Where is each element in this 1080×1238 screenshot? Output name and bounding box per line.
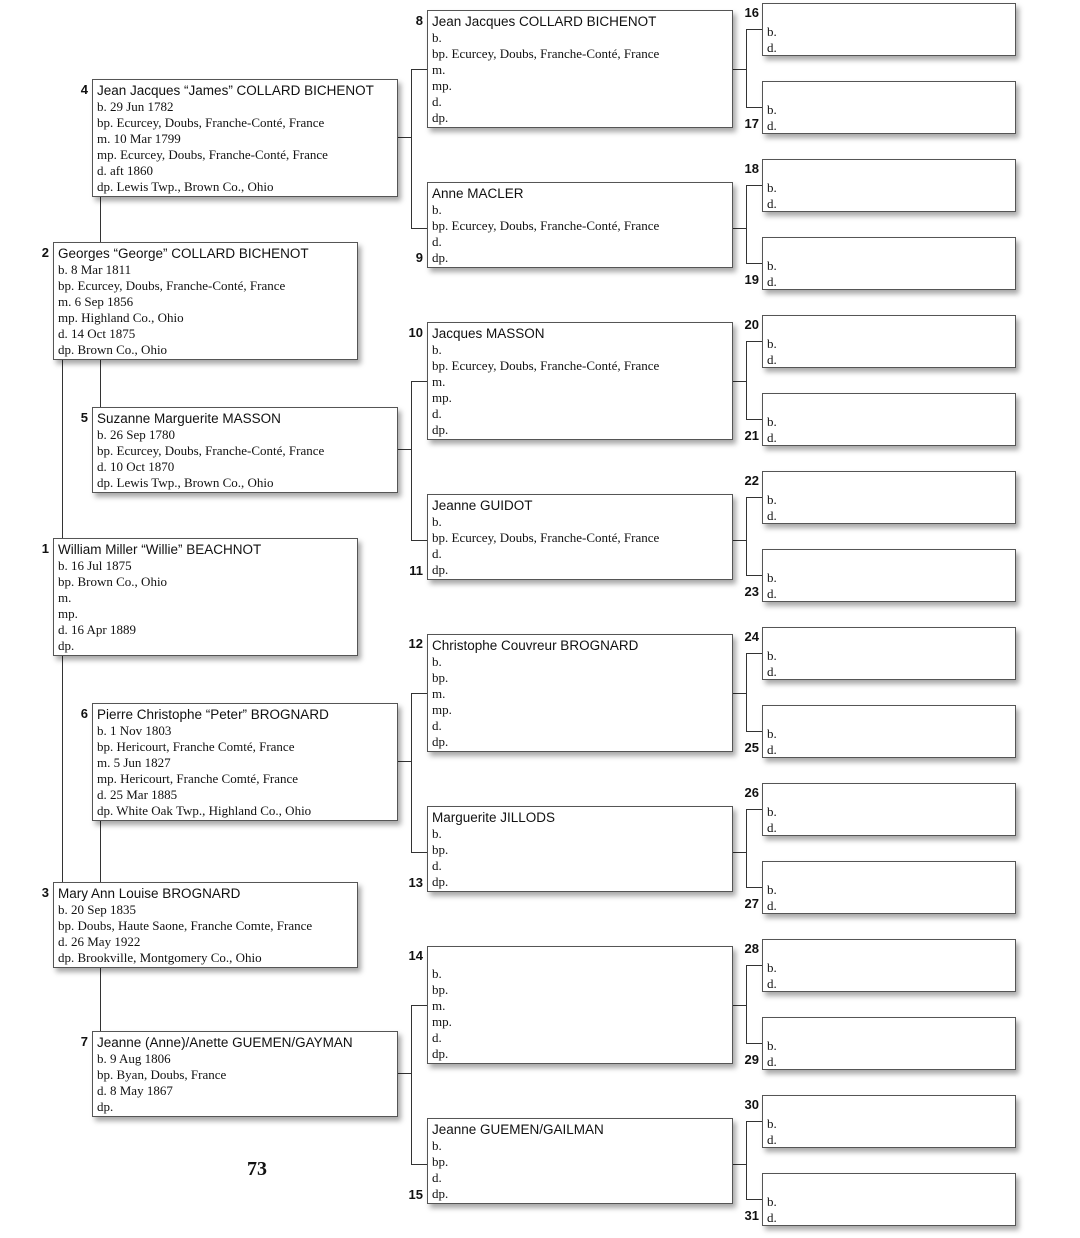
- person-detail-line: dp.: [432, 1046, 449, 1061]
- connector-line: [733, 852, 747, 853]
- person-detail-line: b.: [767, 102, 777, 117]
- ahnentafel-number: 8: [415, 13, 423, 28]
- person-detail-line: bp.: [432, 982, 449, 997]
- person-box-28[interactable]: [762, 939, 1016, 992]
- person-detail-line: dp. Lewis Twp., Brown Co., Ohio: [97, 179, 274, 194]
- person-detail-line: b.: [432, 342, 442, 357]
- person-detail-line: d.: [767, 975, 777, 991]
- connector-line: [411, 69, 427, 70]
- person-name: Marguerite JILLODS: [432, 810, 556, 825]
- person-detail-line: b. 29 Jun 1782: [97, 99, 174, 114]
- person-detail-line: d.: [767, 195, 777, 211]
- connector-line: [411, 852, 427, 853]
- connector-line: [411, 381, 427, 382]
- connector-line: [411, 381, 412, 540]
- connector-line: [397, 137, 412, 138]
- person-box-16[interactable]: [762, 3, 1016, 56]
- person-box-6[interactable]: [92, 703, 398, 821]
- person-name: Suzanne Marguerite MASSON: [97, 411, 281, 426]
- person-detail-line: d. 16 Apr 1889: [58, 622, 136, 637]
- person-detail-line: bp. Brown Co., Ohio: [58, 574, 168, 589]
- person-detail-line: d.: [767, 819, 777, 835]
- connector-line: [746, 1199, 762, 1200]
- ahnentafel-number: 12: [408, 636, 423, 651]
- person-detail-line: b. 26 Sep 1780: [97, 427, 175, 442]
- ahnentafel-number: 30: [744, 1097, 759, 1112]
- person-detail-line: dp.: [432, 1186, 449, 1201]
- person-box-15[interactable]: [427, 1118, 733, 1204]
- connector-line: [746, 185, 747, 263]
- person-detail-line: b.: [432, 654, 442, 669]
- person-detail-line: b.: [767, 24, 777, 39]
- connector-line: [746, 965, 762, 966]
- person-detail-line: d. 25 Mar 1885: [97, 787, 178, 802]
- person-detail-line: b.: [767, 804, 777, 819]
- ahnentafel-number: 21: [744, 428, 759, 443]
- person-detail-line: bp. Ecurcey, Doubs, Franche-Conté, France: [432, 530, 660, 545]
- ahnentafel-number: 31: [744, 1208, 759, 1223]
- connector-line: [746, 419, 762, 420]
- person-detail-line: d.: [767, 741, 777, 757]
- person-box-3[interactable]: [53, 882, 358, 968]
- ahnentafel-number: 13: [408, 875, 423, 890]
- ahnentafel-number: 16: [744, 5, 759, 20]
- person-box-7[interactable]: [92, 1031, 398, 1117]
- page-number: 73: [247, 1158, 267, 1180]
- connector-line: [746, 731, 762, 732]
- connector-line: [733, 1164, 747, 1165]
- person-box-5[interactable]: [92, 407, 398, 493]
- connector-line: [746, 107, 762, 108]
- person-detail-line: bp. Hericourt, Franche Comté, France: [97, 739, 295, 754]
- connector-line: [397, 449, 412, 450]
- person-name: Christophe Couvreur BROGNARD: [432, 638, 639, 653]
- person-detail-line: d.: [767, 585, 777, 601]
- person-detail-line: b.: [767, 180, 777, 195]
- person-detail-line: bp.: [432, 670, 449, 685]
- person-box-21[interactable]: [762, 393, 1016, 446]
- person-detail-line: m. 10 Mar 1799: [97, 131, 181, 146]
- person-detail-line: mp. Hericourt, Franche Comté, France: [97, 771, 299, 786]
- person-detail-line: dp. Lewis Twp., Brown Co., Ohio: [97, 475, 274, 490]
- person-box-4[interactable]: [92, 79, 398, 197]
- ahnentafel-number: 25: [744, 740, 759, 755]
- ahnentafel-number: 28: [744, 941, 759, 956]
- person-detail-line: bp. Ecurcey, Doubs, Franche-Conté, France: [97, 443, 325, 458]
- ahnentafel-number: 10: [408, 325, 423, 340]
- person-box-25[interactable]: [762, 705, 1016, 758]
- person-detail-line: dp.: [432, 250, 449, 265]
- connector-line: [733, 69, 747, 70]
- person-detail-line: b.: [767, 648, 777, 663]
- ahnentafel-number: 4: [80, 82, 88, 97]
- connector-line: [746, 575, 762, 576]
- person-name: William Miller “Willie” BEACHNOT: [58, 542, 262, 557]
- connector-line: [733, 540, 747, 541]
- ahnentafel-number: 2: [41, 245, 49, 260]
- person-detail-line: d.: [767, 39, 777, 55]
- person-detail-line: bp.: [432, 842, 449, 857]
- person-name: Jacques MASSON: [432, 326, 545, 341]
- person-detail-line: b.: [767, 726, 777, 741]
- person-box-11[interactable]: [427, 494, 733, 580]
- person-box-27[interactable]: [762, 861, 1016, 914]
- person-name: Jeanne GUEMEN/GAILMAN: [432, 1122, 604, 1137]
- person-detail-line: mp. Ecurcey, Doubs, Franche-Conté, France: [97, 147, 328, 162]
- person-box-23[interactable]: [762, 549, 1016, 602]
- person-detail-line: dp.: [58, 638, 75, 653]
- person-box-13[interactable]: [427, 806, 733, 892]
- connector-line: [746, 185, 762, 186]
- person-detail-line: d. 10 Oct 1870: [97, 459, 175, 474]
- person-detail-line: m. 6 Sep 1856: [58, 294, 134, 309]
- person-detail-line: m. 5 Jun 1827: [97, 755, 171, 770]
- person-name: Mary Ann Louise BROGNARD: [58, 886, 241, 901]
- ahnentafel-number: 7: [80, 1034, 88, 1049]
- person-detail-line: b.: [767, 1116, 777, 1131]
- connector-line: [411, 1164, 427, 1165]
- person-detail-line: d.: [432, 1030, 442, 1045]
- connector-line: [397, 1073, 412, 1074]
- person-name: Jean Jacques COLLARD BICHENOT: [432, 14, 657, 29]
- ahnentafel-number: 1: [41, 541, 49, 556]
- person-detail-line: b.: [767, 414, 777, 429]
- person-detail-line: bp. Ecurcey, Doubs, Franche-Conté, France: [432, 46, 660, 61]
- person-box-29[interactable]: [762, 1017, 1016, 1070]
- connector-line: [746, 809, 762, 810]
- connector-line: [411, 228, 427, 229]
- person-detail-line: bp. Ecurcey, Doubs, Franche-Conté, France: [97, 115, 325, 130]
- person-detail-line: b. 20 Sep 1835: [58, 902, 136, 917]
- connector-line: [733, 1005, 747, 1006]
- person-detail-line: mp.: [432, 78, 452, 93]
- person-box-18[interactable]: [762, 159, 1016, 212]
- person-detail-line: dp.: [432, 734, 449, 749]
- person-detail-line: b.: [767, 258, 777, 273]
- ahnentafel-number: 29: [744, 1052, 759, 1067]
- person-detail-line: b.: [432, 514, 442, 529]
- person-detail-line: mp.: [432, 702, 452, 717]
- ahnentafel-number: 3: [41, 885, 49, 900]
- ahnentafel-number: 18: [744, 161, 759, 176]
- person-detail-line: bp. Doubs, Haute Saone, Franche Comte, France: [58, 918, 313, 933]
- connector-line: [411, 540, 427, 541]
- person-detail-line: b.: [767, 960, 777, 975]
- person-detail-line: b.: [432, 1138, 442, 1153]
- connector-line: [733, 228, 747, 229]
- person-detail-line: b.: [432, 202, 442, 217]
- person-detail-line: d.: [432, 858, 442, 873]
- person-detail-line: bp. Ecurcey, Doubs, Franche-Conté, France: [432, 358, 660, 373]
- person-detail-line: b.: [432, 826, 442, 841]
- person-box-31[interactable]: [762, 1173, 1016, 1226]
- person-box-1[interactable]: [53, 538, 358, 656]
- connector-line: [746, 887, 762, 888]
- person-box-26[interactable]: [762, 783, 1016, 836]
- person-detail-line: mp.: [432, 390, 452, 405]
- person-detail-line: dp.: [432, 422, 449, 437]
- person-box-8[interactable]: [427, 10, 733, 128]
- person-detail-line: b. 16 Jul 1875: [58, 558, 132, 573]
- person-detail-line: dp.: [432, 110, 449, 125]
- person-detail-line: dp.: [432, 874, 449, 889]
- person-detail-line: d.: [432, 234, 442, 249]
- connector-line: [746, 1043, 762, 1044]
- person-detail-line: m.: [432, 686, 446, 701]
- person-box-17[interactable]: [762, 81, 1016, 134]
- person-detail-line: dp. Brookville, Montgomery Co., Ohio: [58, 950, 262, 965]
- connector-line: [411, 693, 412, 852]
- person-detail-line: d.: [432, 718, 442, 733]
- person-detail-line: d.: [767, 507, 777, 523]
- person-box-12[interactable]: [427, 634, 733, 752]
- person-detail-line: b.: [767, 882, 777, 897]
- person-box-14[interactable]: [427, 946, 733, 1064]
- connector-line: [746, 29, 747, 107]
- connector-line: [411, 693, 427, 694]
- person-detail-line: d.: [767, 1053, 777, 1069]
- person-box-9[interactable]: [427, 182, 733, 268]
- ahnentafel-number: 26: [744, 785, 759, 800]
- connector-line: [746, 341, 747, 419]
- connector-line: [746, 497, 762, 498]
- connector-line: [733, 693, 747, 694]
- person-detail-line: d. 26 May 1922: [58, 934, 141, 949]
- person-name: Jeanne GUIDOT: [432, 498, 533, 513]
- person-detail-line: d. 14 Oct 1875: [58, 326, 136, 341]
- person-detail-line: mp.: [432, 1014, 452, 1029]
- ahnentafel-number: 19: [744, 272, 759, 287]
- ahnentafel-number: 27: [744, 896, 759, 911]
- ahnentafel-number: 14: [408, 948, 423, 963]
- person-detail-line: d. aft 1860: [97, 163, 153, 178]
- connector-line: [100, 359, 101, 407]
- person-box-30[interactable]: [762, 1095, 1016, 1148]
- person-detail-line: b.: [767, 1038, 777, 1053]
- ahnentafel-number: 24: [744, 629, 759, 644]
- person-detail-line: d.: [767, 273, 777, 289]
- ahnentafel-number: 6: [80, 706, 88, 721]
- person-detail-line: b.: [767, 492, 777, 507]
- connector-line: [100, 196, 101, 242]
- connector-line: [746, 29, 762, 30]
- person-detail-line: bp. Byan, Doubs, France: [97, 1067, 227, 1082]
- person-detail-line: m.: [432, 374, 446, 389]
- person-detail-line: m.: [58, 590, 72, 605]
- person-name: Pierre Christophe “Peter” BROGNARD: [97, 707, 329, 722]
- person-detail-line: d.: [767, 117, 777, 133]
- connector-line: [746, 965, 747, 1043]
- connector-line: [746, 341, 762, 342]
- person-box-10[interactable]: [427, 322, 733, 440]
- connector-line: [411, 1005, 412, 1164]
- ahnentafel-number: 17: [744, 116, 759, 131]
- connector-line: [746, 653, 762, 654]
- person-detail-line: d.: [767, 1209, 777, 1225]
- person-detail-line: bp. Ecurcey, Doubs, Franche-Conté, France: [432, 218, 660, 233]
- person-detail-line: m.: [432, 998, 446, 1013]
- person-detail-line: bp.: [432, 1154, 449, 1169]
- person-detail-line: dp. Brown Co., Ohio: [58, 342, 168, 357]
- person-detail-line: bp. Ecurcey, Doubs, Franche-Conté, France: [58, 278, 286, 293]
- connector-line: [746, 809, 747, 887]
- person-detail-line: b. 9 Aug 1806: [97, 1051, 171, 1066]
- person-detail-line: b.: [432, 966, 442, 981]
- person-box-20[interactable]: [762, 315, 1016, 368]
- ahnentafel-number: 11: [409, 563, 423, 578]
- ahnentafel-number: 15: [408, 1187, 423, 1202]
- person-name: Jeanne (Anne)/Anette GUEMEN/GAYMAN: [97, 1035, 353, 1050]
- person-box-22[interactable]: [762, 471, 1016, 524]
- person-detail-line: d.: [767, 897, 777, 913]
- person-detail-line: d.: [767, 663, 777, 679]
- person-name: Georges “George” COLLARD BICHENOT: [58, 246, 309, 261]
- person-name: Jean Jacques “James” COLLARD BICHENOT: [97, 83, 374, 98]
- person-detail-line: b. 8 Mar 1811: [58, 262, 132, 277]
- connector-line: [411, 1005, 427, 1006]
- person-box-19[interactable]: [762, 237, 1016, 290]
- person-detail-line: d.: [432, 1170, 442, 1185]
- person-detail-line: b.: [767, 570, 777, 585]
- connector-line: [733, 381, 747, 382]
- person-detail-line: dp.: [432, 562, 449, 577]
- connector-line: [746, 653, 747, 731]
- person-detail-line: m.: [432, 62, 446, 77]
- connector-line: [746, 263, 762, 264]
- person-detail-line: d.: [767, 1131, 777, 1147]
- ahnentafel-number: 22: [744, 473, 759, 488]
- connector-line: [746, 497, 747, 575]
- ahnentafel-number: 5: [80, 410, 88, 425]
- person-detail-line: mp. Highland Co., Ohio: [58, 310, 184, 325]
- person-detail-line: dp. White Oak Twp., Highland Co., Ohio: [97, 803, 312, 818]
- person-box-24[interactable]: [762, 627, 1016, 680]
- person-detail-line: d.: [432, 546, 442, 561]
- person-detail-line: d.: [432, 406, 442, 421]
- person-box-2[interactable]: [53, 242, 358, 360]
- person-detail-line: b.: [767, 1194, 777, 1209]
- person-name: [432, 949, 732, 966]
- person-detail-line: b. 1 Nov 1803: [97, 723, 172, 738]
- ahnentafel-number: 20: [744, 317, 759, 332]
- person-detail-line: d. 8 May 1867: [97, 1083, 173, 1098]
- person-detail-line: dp.: [97, 1099, 114, 1114]
- person-detail-line: b.: [432, 30, 442, 45]
- person-detail-line: b.: [767, 336, 777, 351]
- ahnentafel-number: 9: [415, 250, 423, 265]
- person-detail-line: mp.: [58, 606, 78, 621]
- person-detail-line: d.: [432, 94, 442, 109]
- ahnentafel-number: 23: [744, 584, 759, 599]
- connector-line: [746, 1121, 747, 1199]
- person-name: Anne MACLER: [432, 186, 524, 201]
- connector-line: [746, 1121, 762, 1122]
- connector-line: [100, 820, 101, 882]
- person-detail-line: d.: [767, 351, 777, 367]
- person-detail-line: d.: [767, 429, 777, 445]
- connector-line: [397, 761, 412, 762]
- connector-line: [411, 69, 412, 228]
- connector-line: [100, 967, 101, 1031]
